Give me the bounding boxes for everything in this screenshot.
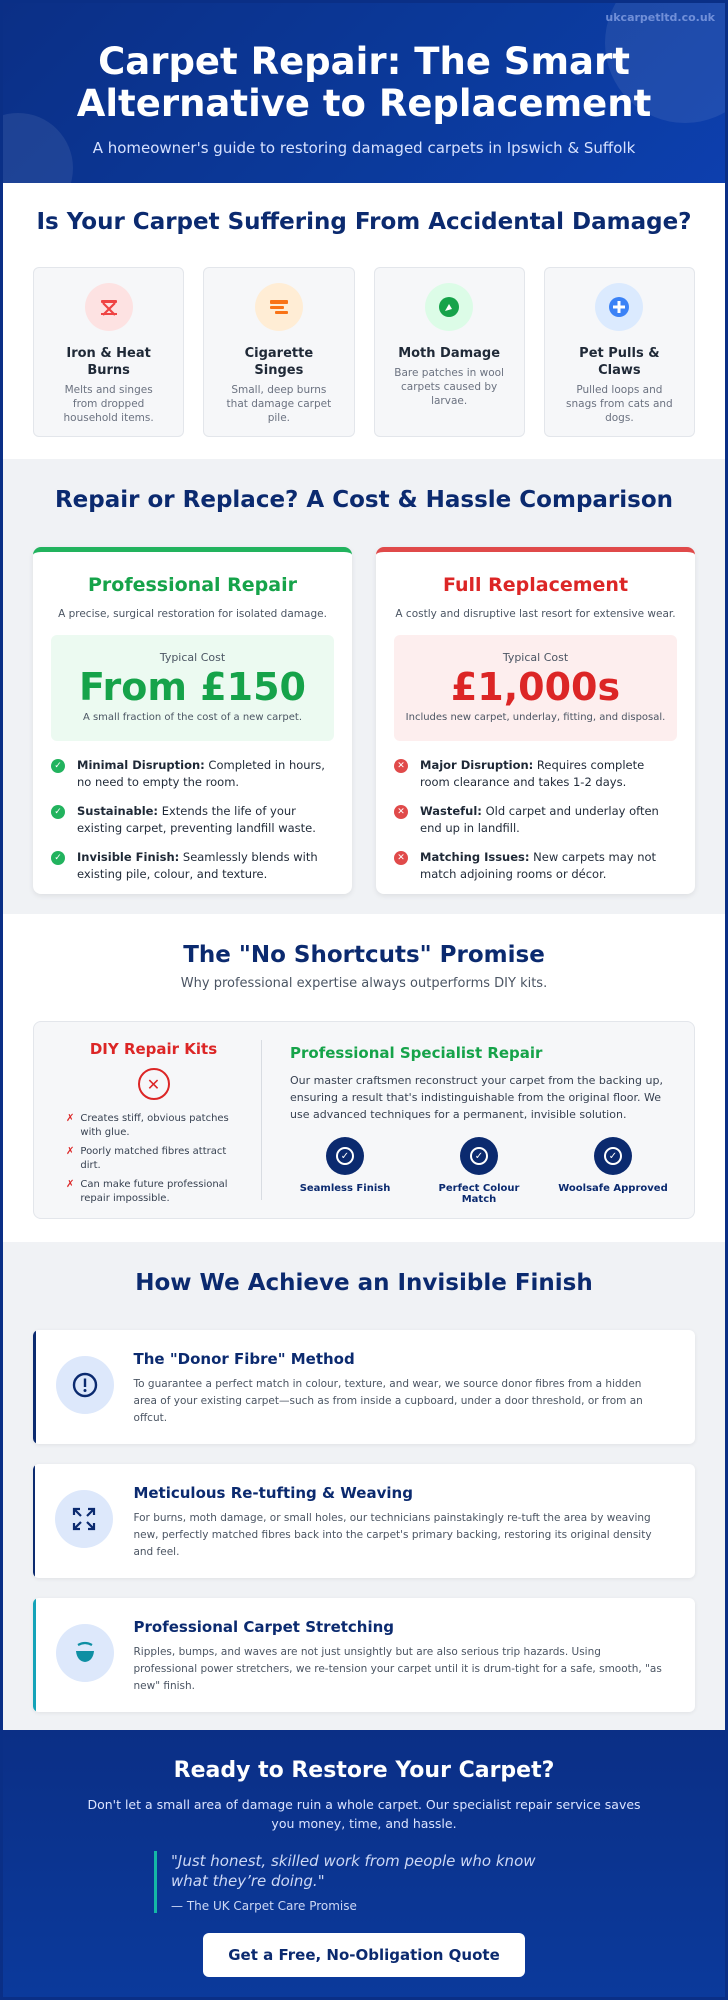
step-text: Ripples, bumps, and waves are not just unsightly but are also serious trip hazards. Using professional power stretchers, we re-tension your carpet until it is drum-tight for a safe, smooth, "as new" finish. [133, 1646, 662, 1692]
pro-badges [290, 1137, 674, 1205]
close-icon: ✕ [394, 759, 408, 773]
repair-desc: A precise, surgical restoration for isolated damage. [58, 608, 327, 620]
check-circle-icon: ✓ [326, 1137, 364, 1175]
repair-cost-box [51, 635, 334, 741]
check-icon: ✓ [51, 805, 65, 819]
badge-label: Seamless Finish [299, 1183, 391, 1194]
badge-label: Woolsafe Approved [558, 1183, 668, 1194]
list-item: ✓ Sustainable: Extends the life of your existing carpet, preventing landfill waste. [51, 803, 334, 837]
diy-panel [34, 1040, 262, 1204]
promise-subtitle: Why professional expertise always outperforms DIY kits. [180, 976, 548, 991]
step-title: Professional Carpet Stretching [133, 1618, 395, 1636]
iron-icon [85, 283, 133, 331]
step-title: The "Donor Fibre" Method [133, 1350, 355, 1368]
promise-section [3, 914, 725, 1242]
cost-value: From £150 [79, 665, 306, 709]
step-text: To guarantee a perfect match in colour, texture, and wear, we source donor fibres from a hidden area of your existing carpet—such as from inside a cupboard, under a door threshold, or from an offcut. [133, 1378, 643, 1424]
close-icon: ✕ [394, 805, 408, 819]
close-icon: ✕ [394, 851, 408, 865]
get-quote-button[interactable]: Get a Free, No-Obligation Quote [203, 1933, 525, 1977]
quote-author: — The UK Carpet Care Promise [171, 1899, 357, 1913]
pro-panel [262, 1022, 694, 1218]
comparison-section [3, 459, 725, 914]
comparison-title: Repair or Replace? A Cost & Hassle Comparison [54, 487, 674, 513]
cigarette-icon [255, 283, 303, 331]
replacement-drawbacks-list [394, 757, 677, 883]
replacement-cost-box [394, 635, 677, 741]
site-domain: ukcarpetltd.co.uk [605, 11, 715, 24]
damage-card-title: Iron & Heat Burns [66, 346, 151, 378]
replacement-desc: A costly and disruptive last resort for extensive wear. [395, 608, 676, 620]
cta-section [3, 1730, 725, 2000]
cta-subtitle: Don't let a small area of damage ruin a whole carpet. Our specialist repair service saves you money, time, and hassle. [87, 1797, 641, 1831]
check-circle-icon: ✓ [594, 1137, 632, 1175]
cost-note: A small fraction of the cost of a new carpet. [82, 712, 303, 723]
pro-title: Professional Specialist Repair [290, 1044, 543, 1062]
replacement-card [376, 547, 695, 894]
expand-icon [55, 1490, 113, 1548]
cost-label: Typical Cost [502, 651, 569, 664]
damage-card-desc: Small, deep burns that damage carpet pile. [226, 384, 332, 424]
hero-header [3, 3, 725, 183]
promise-title: The "No Shortcuts" Promise [183, 942, 545, 968]
quote-text: "Just honest, skilled work from people who know what they’re doing." [171, 1852, 536, 1890]
list-item: ✕ Matching Issues: New carpets may not match adjoining rooms or décor. [394, 849, 677, 883]
list-item: ✗ Creates stiff, obvious patches with glue. [66, 1113, 229, 1138]
repair-title: Professional Repair [88, 574, 297, 596]
repair-benefits-list [51, 757, 334, 883]
testimonial-quote [154, 1851, 574, 1913]
x-mark-icon: ✗ [66, 1113, 75, 1124]
paw-icon [595, 283, 643, 331]
method-section [3, 1242, 725, 1730]
step-text: For burns, moth damage, or small holes, our technicians painstakingly re-tuft the area by weaving new, perfectly matched fibres back into the carpet's primary backing, restoring its original density and feel. [133, 1512, 652, 1558]
step-title: Meticulous Re-tufting & Weaving [133, 1484, 413, 1502]
list-item: ✓ Invisible Finish: Seamlessly blends with existing pile, colour, and texture. [51, 849, 334, 883]
list-item: ✗ Can make future professional repair impossible. [66, 1179, 228, 1204]
check-icon: ✓ [51, 851, 65, 865]
damage-section-title: Is Your Carpet Suffering From Accidental Damage? [36, 209, 692, 235]
list-item: ✕ Wasteful: Old carpet and underlay often end up in landfill. [394, 803, 677, 837]
method-step-stretching [33, 1598, 695, 1712]
list-item: ✓ Minimal Disruption: Completed in hours, no need to empty the room. [51, 757, 334, 791]
damage-card-desc: Bare patches in wool carpets caused by larvae. [394, 367, 504, 407]
damage-section [3, 183, 725, 459]
method-step-donor-fibre [33, 1330, 695, 1444]
list-item: ✗ Poorly matched fibres attract dirt. [66, 1146, 227, 1171]
badge-colour-match [424, 1137, 534, 1205]
repair-card [33, 547, 352, 894]
list-item: ✕ Major Disruption: Requires complete room clearance and takes 1-2 days. [394, 757, 677, 791]
damage-card-title: Cigarette Singes [244, 346, 314, 378]
damage-card-iron [33, 267, 184, 437]
cost-label: Typical Cost [159, 651, 226, 664]
promise-box [33, 1021, 695, 1219]
cost-value: £1,000s [450, 665, 621, 709]
check-circle-icon: ✓ [460, 1137, 498, 1175]
damage-card-cigarette [203, 267, 354, 437]
x-mark-icon: ✗ [66, 1146, 75, 1157]
method-step-retufting [33, 1464, 695, 1578]
diy-list [66, 1112, 241, 1206]
damage-card-pet [544, 267, 695, 437]
damage-cards [3, 267, 725, 437]
cost-note: Includes new carpet, underlay, fitting, and disposal. [405, 712, 666, 723]
pro-text: Our master craftsmen reconstruct your carpet from the backing up, ensuring a result that's indistinguishable from the original floor. We use advanced techniques for a permanent, invisible solution. [290, 1074, 663, 1121]
damage-card-title: Moth Damage [398, 346, 501, 361]
comparison-cards [3, 547, 725, 894]
badge-woolsafe [558, 1137, 668, 1205]
moth-icon [425, 283, 473, 331]
replacement-title: Full Replacement [442, 574, 629, 596]
damage-card-desc: Pulled loops and snags from cats and dogs. [566, 384, 673, 424]
damage-card-moth [374, 267, 525, 437]
damage-card-desc: Melts and singes from dropped household items. [63, 384, 154, 424]
x-mark-icon: ✗ [66, 1179, 75, 1190]
check-icon: ✓ [51, 759, 65, 773]
badge-seamless [290, 1137, 400, 1205]
damage-card-title: Pet Pulls & Claws [579, 346, 660, 378]
diy-title: DIY Repair Kits [89, 1040, 218, 1058]
bucket-icon [56, 1624, 114, 1682]
badge-label: Perfect Colour Match [438, 1183, 520, 1205]
page-title: Carpet Repair: The Smart Alternative to Replacement [76, 40, 652, 125]
alert-circle-icon [56, 1356, 114, 1414]
method-title: How We Achieve an Invisible Finish [135, 1270, 593, 1296]
close-circle-icon: ✕ [138, 1068, 170, 1100]
cta-title: Ready to Restore Your Carpet? [173, 1758, 555, 1783]
method-steps [3, 1330, 725, 1712]
page-subtitle: A homeowner's guide to restoring damaged carpets in Ipswich & Suffolk [92, 139, 636, 157]
